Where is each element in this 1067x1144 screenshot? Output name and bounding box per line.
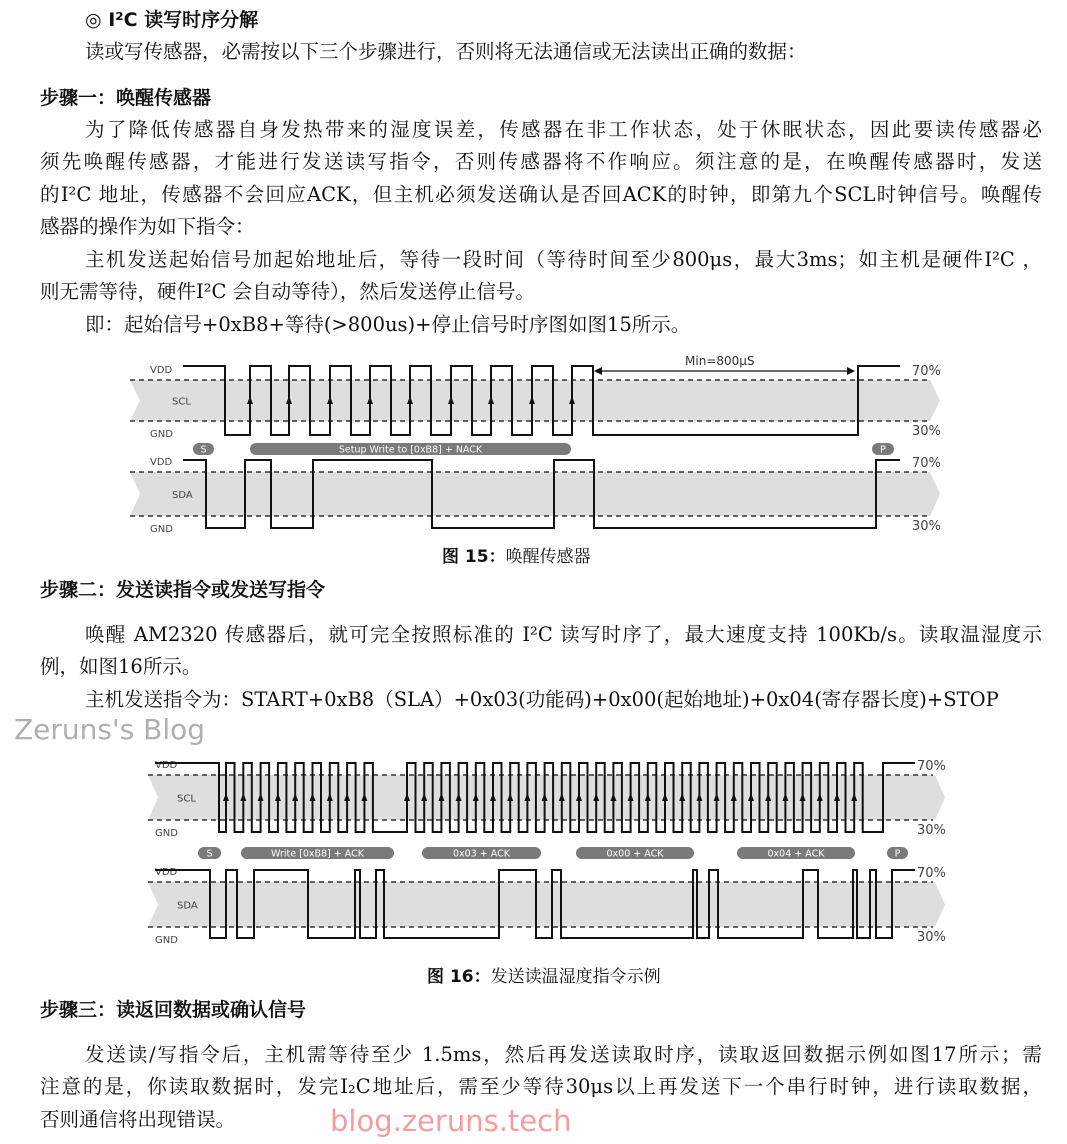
intro-text: 读或写传感器，必需按以下三个步骤进行，否则将无法通信或无法读出正确的数据： bbox=[85, 40, 807, 63]
step1-heading: 步骤一：唤醒传感器 bbox=[40, 87, 212, 109]
pct-30-label: 30% bbox=[917, 823, 946, 838]
phase-pill-label: Setup Write to [0xB8] + NACK bbox=[338, 444, 483, 456]
step2-line: 主机发送指令为：START+0xB8（SLA）+0x03(功能码)+0x00(起始地址)+0x04(寄存器长度)+STOP bbox=[85, 688, 999, 711]
scl-band bbox=[148, 775, 945, 820]
arrow-right-icon bbox=[847, 367, 855, 375]
arrow-left-icon bbox=[594, 367, 602, 375]
step1-line: 的I²C 地址，传感器不会回应ACK，但主机必须发送确认是否回ACK的时钟，即第九个SCL时钟信号。唤醒传 bbox=[40, 183, 1042, 206]
step2-line: 例，如图16所示。 bbox=[40, 655, 202, 678]
figure16-caption-num: 图 16： bbox=[427, 967, 491, 987]
step3-heading: 步骤三：读返回数据或确认信号 bbox=[40, 999, 307, 1021]
vdd-label: VDD bbox=[155, 867, 178, 878]
step3-line: 注意的是，你读取数据时，发完I₂C地址后，需至少等待30μs以上再发送下一个串行时钟，进行读取数据， bbox=[40, 1075, 1042, 1098]
step2-line: 唤醒 AM2320 传感器后，就可完全按照标准的 I²C 读写时序了，最大速度支持 100Kb/s。读取温湿度示 bbox=[85, 623, 1042, 646]
step1-line: 即：起始信号+0xB8+等待(>800us)+停止信号时序图如图15所示。 bbox=[85, 313, 691, 336]
vdd-label: VDD bbox=[155, 760, 178, 771]
vdd-label: VDD bbox=[150, 365, 173, 376]
step1-line: 为了降低传感器自身发热带来的湿度误差，传感器在非工作状态，处于休眠状态，因此要读传感器必 bbox=[85, 118, 1042, 141]
vdd-label: VDD bbox=[150, 457, 173, 468]
step2-heading: 步骤二：发送读指令或发送写指令 bbox=[40, 579, 326, 601]
phase-pill-label: P bbox=[894, 848, 901, 860]
phase-pill-label: S bbox=[206, 848, 213, 860]
gnd-label: GND bbox=[155, 828, 178, 839]
phase-pill-label: 0x04 + ACK bbox=[767, 848, 825, 860]
gnd-label: GND bbox=[155, 935, 178, 946]
step1-line: 须先唤醒传感器，才能进行发送读写指令，否则传感器将不作响应。须注意的是，在唤醒传感器时，发送 bbox=[40, 150, 1042, 173]
step3-line: 否则通信将出现错误。 bbox=[40, 1108, 236, 1131]
phase-pill-label: P bbox=[880, 444, 886, 456]
pct-30-label: 30% bbox=[912, 519, 941, 534]
step3-line: 发送读/写指令后，主机需等待至少 1.5ms，然后再发送读取时序，读取返回数据示例如图17所示；需 bbox=[85, 1043, 1042, 1066]
pct-30-label: 30% bbox=[917, 930, 946, 945]
step1-line: 则无需等待，硬件I²C 会自动等待），然后发送停止信号。 bbox=[40, 280, 535, 303]
phase-pill-label: 0x00 + ACK bbox=[606, 848, 664, 860]
step1-line: 主机发送起始信号加起始地址后，等待一段时间（等待时间至少800μs，最大3ms；如主机是硬件I²C ， bbox=[85, 248, 1042, 271]
pct-70-label: 70% bbox=[912, 456, 941, 471]
figure15-caption-num: 图 15： bbox=[442, 547, 506, 567]
step1-line: 感器的操作为如下指令： bbox=[40, 215, 255, 238]
watermark-blog-name: Zeruns's Blog bbox=[14, 713, 206, 746]
sda-band bbox=[130, 472, 940, 516]
phase-pill-label: S bbox=[200, 444, 207, 456]
sda-label: SDA bbox=[177, 900, 198, 912]
gnd-label: GND bbox=[150, 429, 173, 440]
figure15-caption-text: 唤醒传感器 bbox=[505, 547, 591, 567]
phase-pill-label: Write [0xB8] + ACK bbox=[271, 848, 364, 860]
gnd-label: GND bbox=[150, 524, 173, 535]
sda-label: SDA bbox=[172, 490, 193, 501]
scl-label: SCL bbox=[172, 396, 191, 408]
phase-pill-label: 0x03 + ACK bbox=[453, 848, 510, 860]
scl-label: SCL bbox=[177, 793, 196, 805]
watermark-blog-url: blog.zeruns.tech bbox=[330, 1104, 572, 1138]
min-duration-label: Min=800μS bbox=[685, 354, 755, 368]
pct-70-label: 70% bbox=[917, 866, 946, 881]
section-title: ◎ I²C 读写时序分解 bbox=[85, 9, 259, 31]
pct-70-label: 70% bbox=[912, 364, 941, 379]
pct-30-label: 30% bbox=[912, 424, 941, 439]
sda-band bbox=[148, 882, 945, 927]
figure16-caption-text: 发送读温湿度指令示例 bbox=[490, 967, 661, 987]
pct-70-label: 70% bbox=[917, 759, 946, 774]
